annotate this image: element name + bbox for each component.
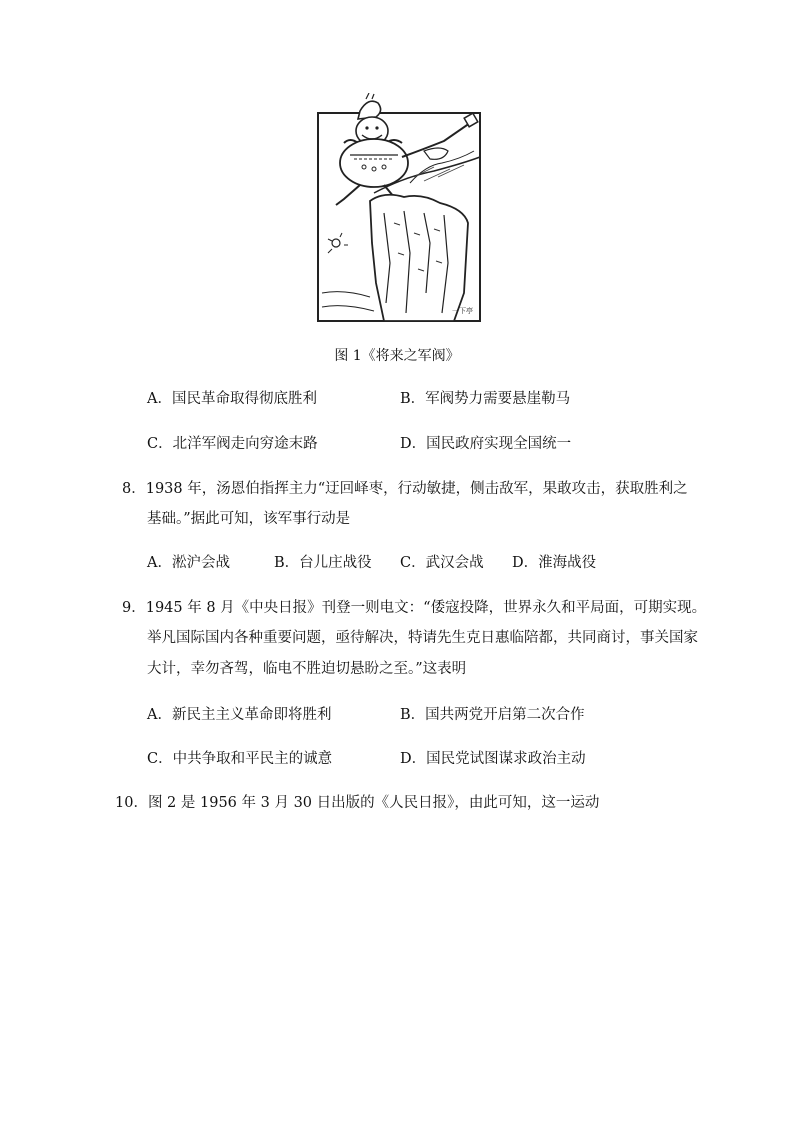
q7-option-d: D．国民政府实现全国统一 [400, 436, 572, 452]
q7-option-a: A．国民革命取得彻底胜利 [147, 391, 317, 407]
q9-option-a: A．新民主主义革命即将胜利 [147, 707, 332, 723]
q9-option-d: D．国民党试图谋求政治主动 [400, 751, 586, 767]
q9-stem-line-2: 举凡国际国内各种重要问题，亟待解决，特请先生克日惠临陪都，共同商讨，事关国家 [147, 630, 698, 646]
q7-option-c: C．北洋军阀走向穷途末路 [147, 436, 318, 452]
figure-1-caption: 图 1《将来之军阀》 [334, 348, 460, 364]
q9-stem-line-1: 9．1945 年 8 月《中央日报》刊登一则电文：“倭寇投降，世界永久和平局面，可期实现。 [122, 600, 707, 616]
cartoon-signature: 一下亭 [452, 307, 473, 315]
q8-option-d: D．淮海战役 [512, 555, 597, 571]
q8-stem-line-1: 8．1938 年，汤恩伯指挥主力“迂回峄枣，行动敏捷，侧击敌军，果敢攻击，获取胜利之 [122, 481, 688, 497]
q9-option-b: B．国共两党开启第二次合作 [400, 707, 585, 723]
q7-option-b: B．军阀势力需要悬崖勒马 [400, 391, 571, 407]
q8-option-a: A．淞沪会战 [147, 555, 230, 571]
q8-option-b: B．台儿庄战役 [274, 555, 372, 571]
cartoon-figure-1 [314, 93, 484, 325]
q8-option-c: C．武汉会战 [400, 555, 484, 571]
q8-stem-line-2: 基础。”据此可知，该军事行动是 [147, 511, 351, 527]
q10-stem-line-1: 10．图 2 是 1956 年 3 月 30 日出版的《人民日报》，由此可知，这一运动 [115, 795, 600, 811]
q9-stem-line-3: 大计，幸勿吝驾，临电不胜迫切悬盼之至。”这表明 [147, 661, 467, 677]
q9-option-c: C．中共争取和平民主的诚意 [147, 751, 333, 767]
